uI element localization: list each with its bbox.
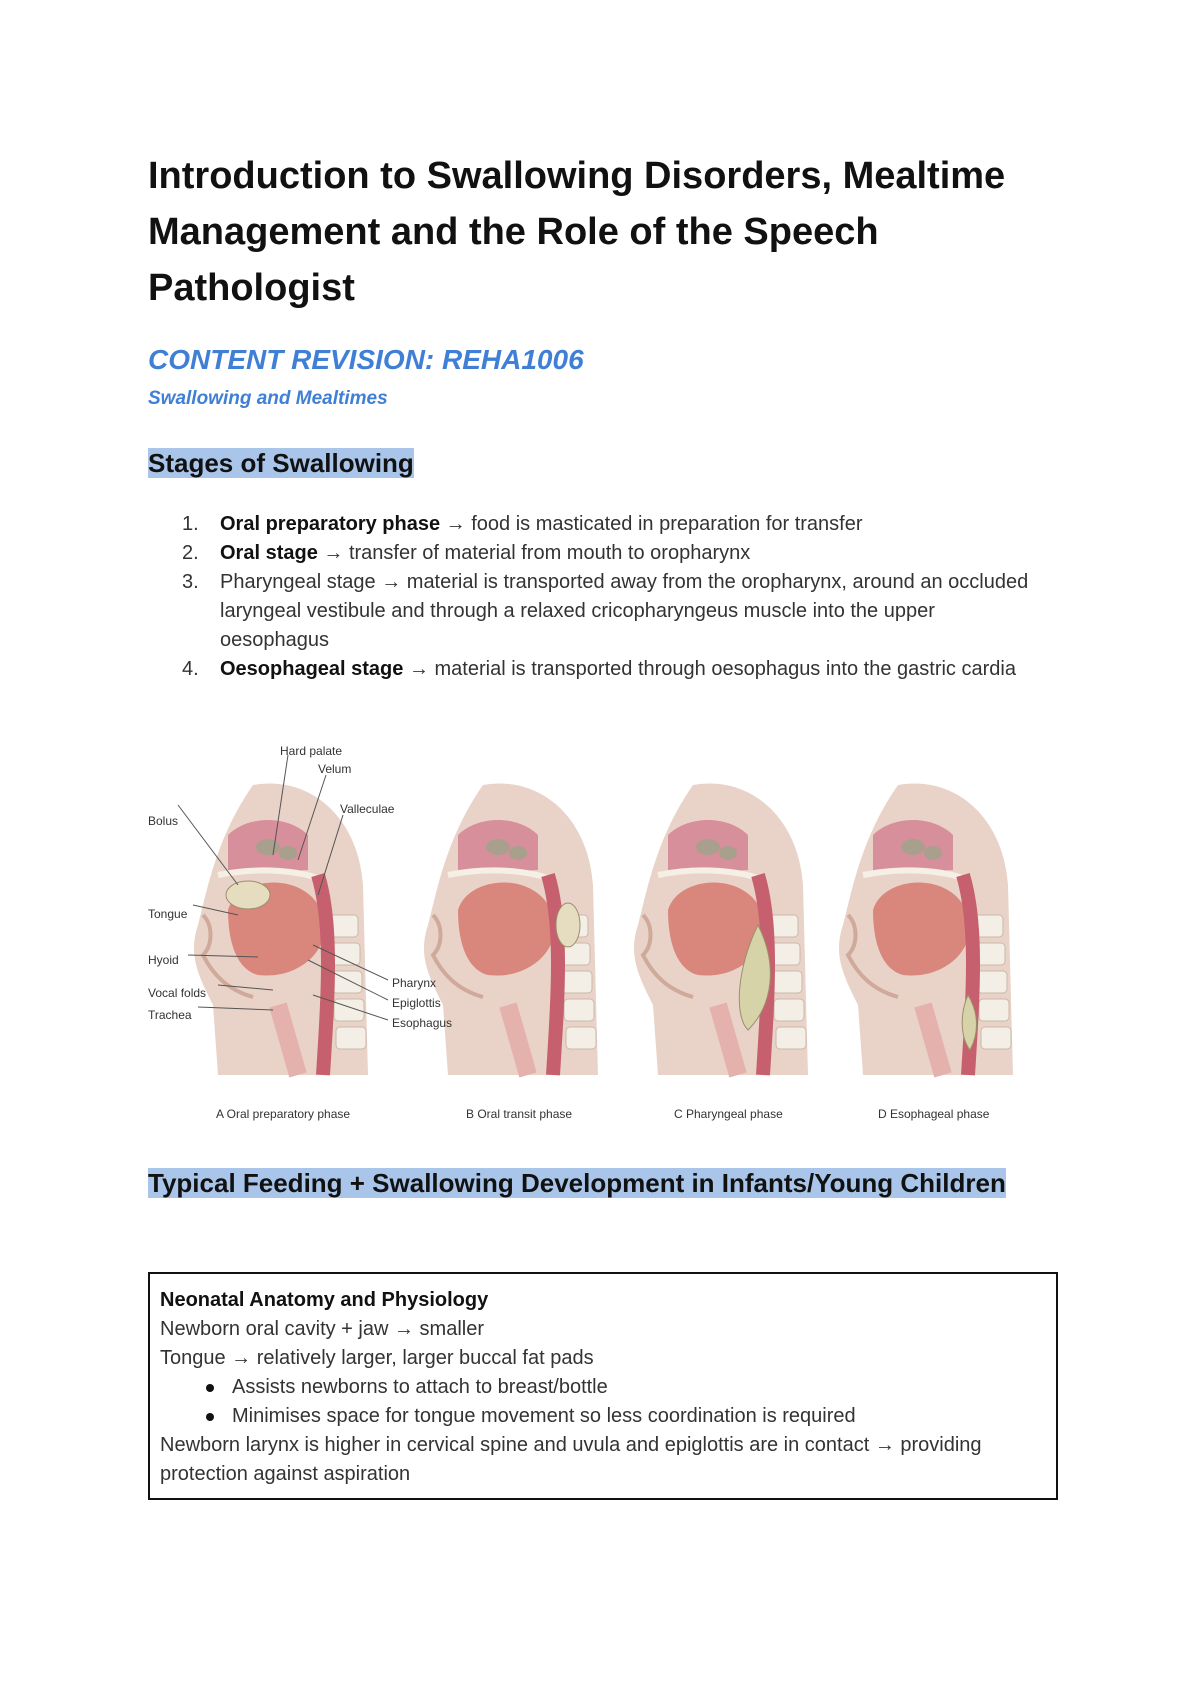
panel-d-image: [839, 783, 1013, 1075]
label-bolus: Bolus: [148, 814, 179, 828]
topic-subheading: Swallowing and Mealtimes: [148, 388, 388, 409]
list-item: 1. Oral preparatory phase → food is masticated in preparation for transfer: [182, 513, 863, 535]
panel-caption-b: B Oral transit phase: [466, 1107, 573, 1121]
list-item: Assists newborns to attach to breast/bottle: [160, 1373, 1046, 1402]
list-item: 4. Oesophageal stage → material is transported through oesophagus into the gastric cardia: [182, 658, 1016, 680]
label-trachea: Trachea: [148, 1008, 192, 1022]
box-line: Newborn larynx is higher in cervical spine and uvula and epiglottis are in contact → providing protection against aspiration: [160, 1434, 982, 1485]
label-hard-palate: Hard palate: [280, 745, 343, 758]
label-pharynx: Pharynx: [392, 976, 437, 990]
list-item: 2. Oral stage → transfer of material from mouth to oropharynx: [182, 542, 751, 564]
neonatal-anatomy-box: [148, 1272, 1058, 1500]
content-revision-heading: CONTENT REVISION: REHA1006: [148, 344, 584, 375]
panel-c-image: [634, 783, 808, 1075]
list-item: 3. Pharyngeal stage → material is transported away from the oropharynx, around an occluded laryngeal vestibule and through a relaxed cricopharyngeus muscle into the upper oesophagus: [182, 571, 1029, 651]
list-item: Minimises space for tongue movement so less coordination is required: [160, 1402, 1046, 1431]
box-line: Newborn oral cavity + jaw → smaller: [160, 1318, 484, 1340]
label-velum: Velum: [318, 762, 352, 776]
label-epiglottis: Epiglottis: [392, 996, 441, 1010]
label-esophagus: Esophagus: [392, 1016, 453, 1030]
section-heading-stages: Stages of Swallowing: [148, 448, 414, 478]
section-heading-feeding-development: Typical Feeding + Swallowing Development in Infants/Young Children: [148, 1168, 1006, 1198]
label-tongue: Tongue: [148, 907, 188, 921]
swallowing-stages-illustration: [148, 745, 1068, 1135]
panel-caption-a: A Oral preparatory phase: [216, 1107, 351, 1121]
box-title: Neonatal Anatomy and Physiology: [160, 1289, 489, 1311]
panel-caption-c: C Pharyngeal phase: [674, 1107, 783, 1121]
box-line: Tongue → relatively larger, larger buccal fat pads: [160, 1347, 594, 1369]
box-bullet-list: [160, 1373, 1046, 1431]
page-title: Introduction to Swallowing Disorders, Mealtime Management and the Role of the Speech Pathologist: [148, 155, 1006, 309]
label-hyoid: Hyoid: [148, 953, 179, 967]
panel-caption-d: D Esophageal phase: [878, 1107, 990, 1121]
label-valleculae: Valleculae: [340, 802, 395, 816]
label-vocal-folds: Vocal folds: [148, 986, 207, 1000]
panel-a-image: [194, 783, 368, 1075]
stages-list: [148, 510, 1048, 684]
